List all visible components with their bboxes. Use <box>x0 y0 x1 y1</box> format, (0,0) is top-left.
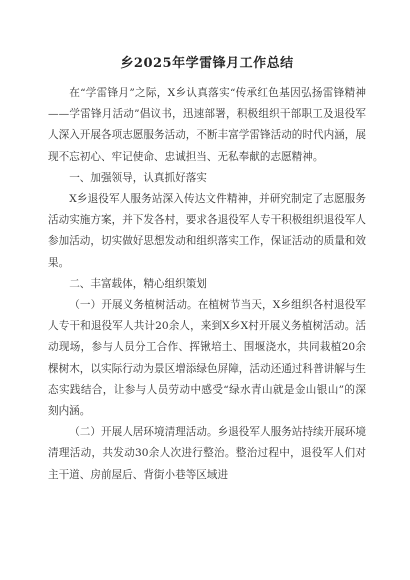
section-1-paragraph: X乡退役军人服务站深入传达文件精神，并研究制定了志愿服务活动实施方案，并下发各村，要求各退役军人专干积极组织退役军人参加活动，切实做好思想发动和组织落实工作，保证活动的质量和效果。 <box>48 193 366 269</box>
document-title: 乡2025年学雷锋月工作总结 <box>120 56 294 71</box>
section-1-heading: 一、加强领导，认真抓好落实 <box>69 171 207 184</box>
section-2-item-2-paragraph: （二）开展人居环境清理活动。乡退役军人服务站持续开展环境清理活动，共发动30余人次进行整治。整治过程中，退役军人们对主干道、房前屋后、背街小巷等区域进 <box>48 426 366 481</box>
section-2-item-1-paragraph: （一）开展义务植树活动。在植树节当天，X乡组织各村退役军人专干和退役军人共计20余人，来到X乡X村开展义务植树活动。活动现场，参与人员分工合作、挥锹培土、围堰浇水，共同栽植20余棵树木，以实际行动为景区增添绿色屏障，活动还通过科普讲解与生态实践结合，让参与人员劳动中感受“绿水青山就是金山银山”的深刻内涵。 <box>48 299 366 418</box>
section-2-heading: 二、丰富载体，精心组织策划 <box>69 277 207 290</box>
intro-paragraph: 在“学雷锋月”之际，X乡认真落实“传承红色基因弘扬雷锋精神——学雷锋月活动”倡议书，迅速部署，积极组织干部职工及退役军人深入开展各项志愿服务活动，不断丰富学雷锋活动的时代内涵，展现不忘初心、牢记使命、忠诚担当、无私奉献的志愿精神。 <box>48 87 366 163</box>
